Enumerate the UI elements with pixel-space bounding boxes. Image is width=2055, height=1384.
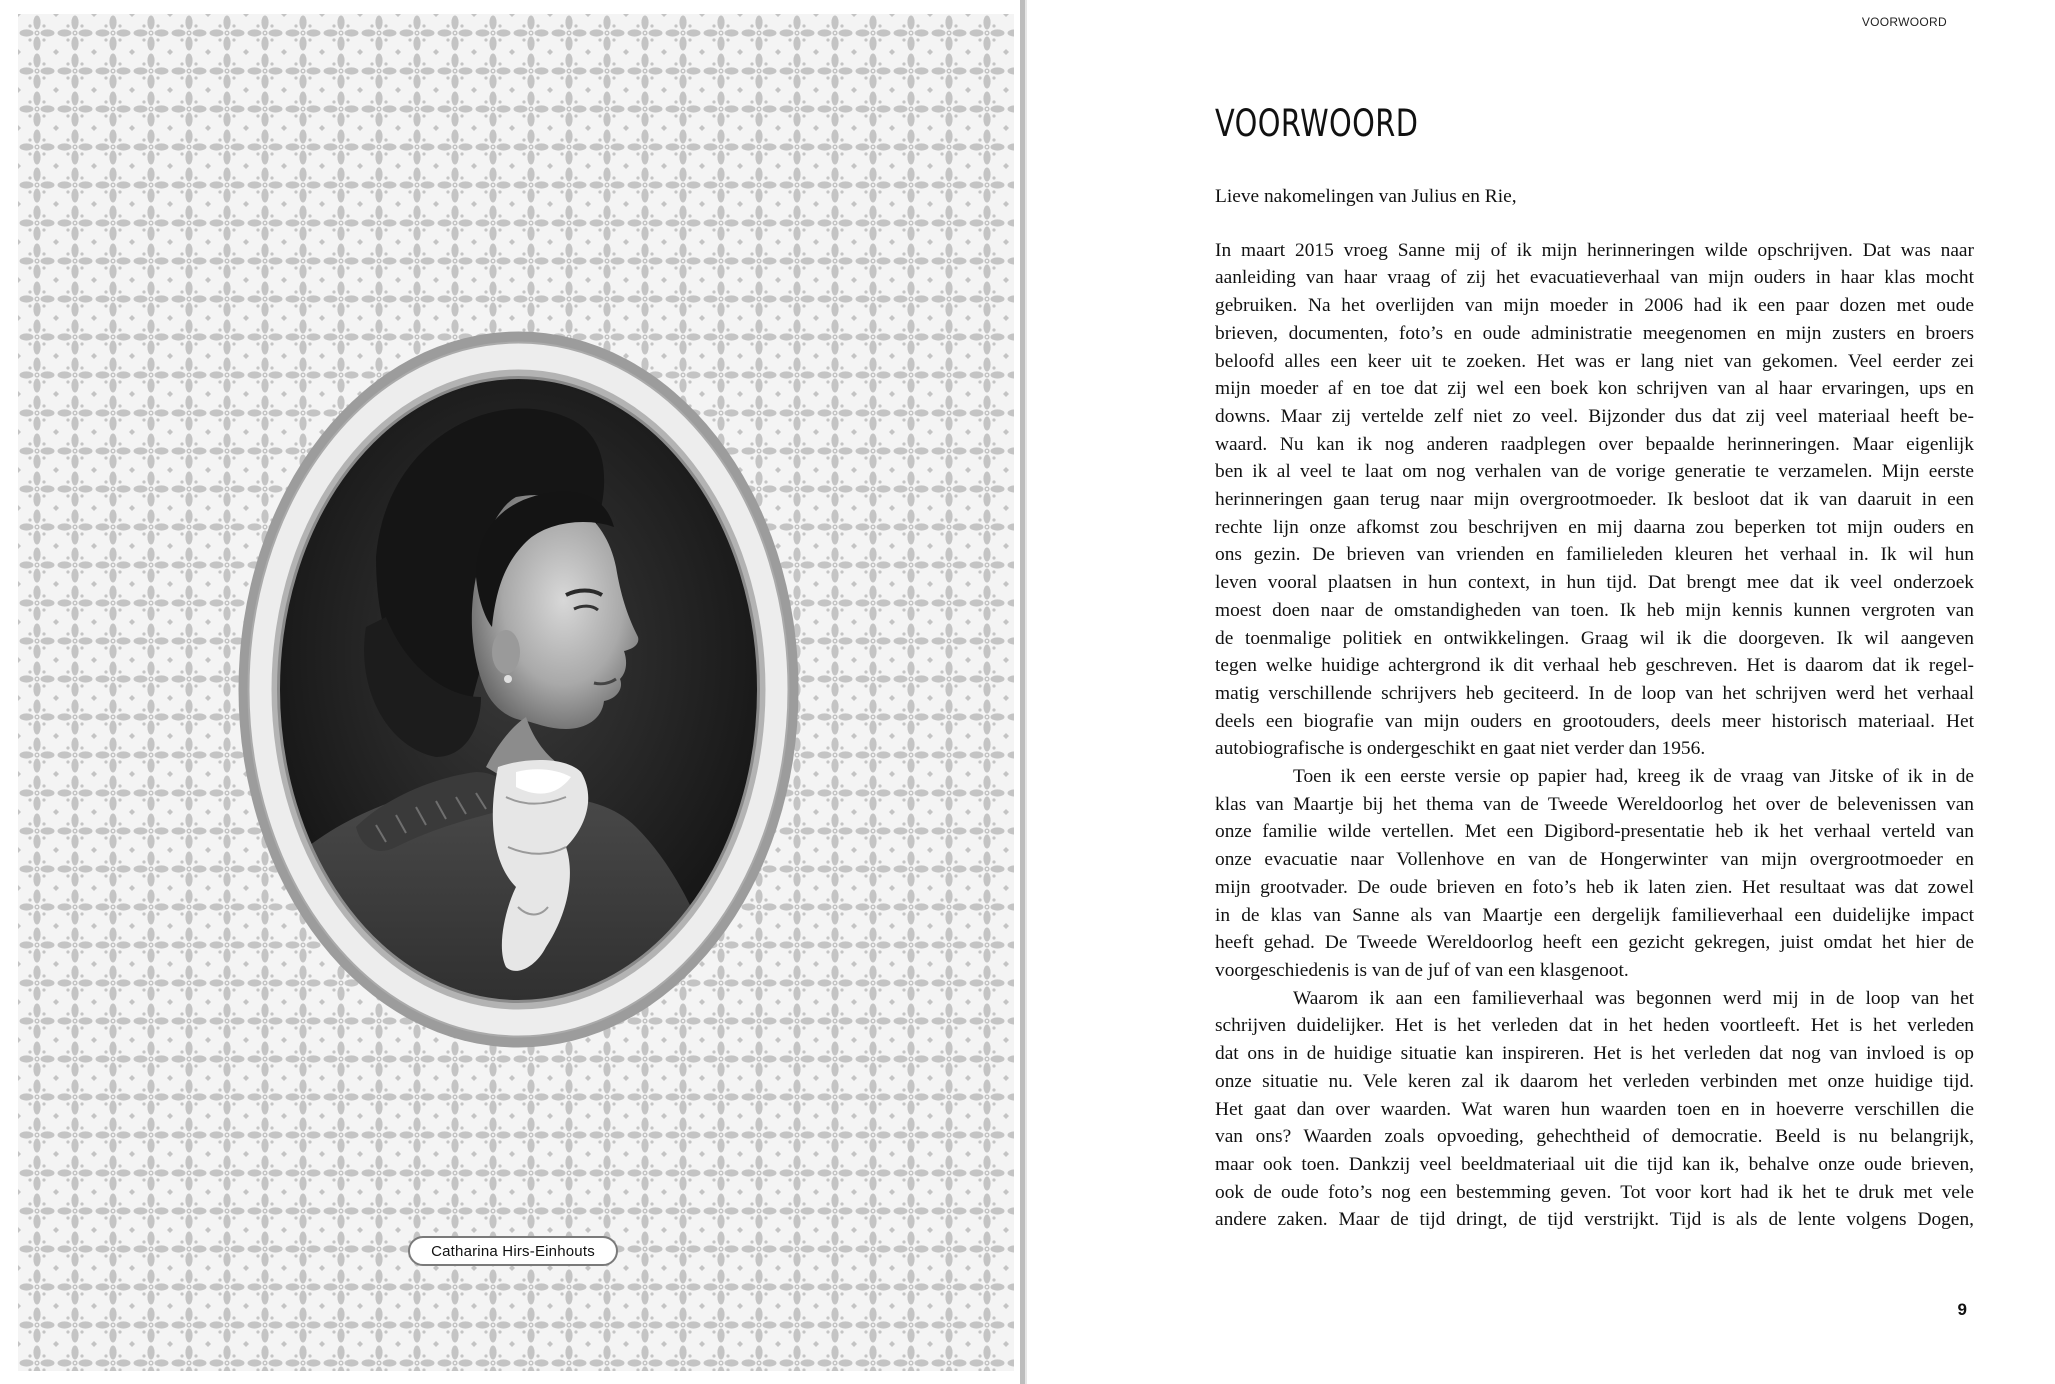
text-line: dat ons in de huidige situatie kan inspireren. Het is het verleden dat nog van invloed is op xyxy=(1215,1043,1974,1065)
text-line: tegen welke huidige achtergrond ik dit verhaal heb geschreven. Het is daarom dat ik regel- xyxy=(1215,655,1974,677)
text-line: In maart 2015 vroeg Sanne mij of ik mijn herinneringen wilde opschrijven. Dat was naar xyxy=(1215,239,1974,261)
portrait-photo xyxy=(236,327,801,1052)
text-line: mijn grootvader. De oude brieven en foto’s heb ik laten zien. Het resultaat was dat zowel xyxy=(1215,876,1974,898)
text-line: autobiografische is ondergeschikt en gaat niet verder dan 1956. xyxy=(1215,738,1706,760)
text-line: Het gaat dan over waarden. Wat waren hun waarden toen en in hoeverre verschillen die xyxy=(1215,1098,1974,1120)
text-line: onze situatie nu. Vele keren zal ik daarom het verleden verbinden met onze huidige tijd. xyxy=(1215,1070,1974,1092)
text-line: moest doen naar de omstandigheden van toen. Ik heb mijn kennis kunnen vergroten van xyxy=(1215,599,1974,621)
text-line: leven vooral plaatsen in hun context, in hun tijd. Dat brengt mee dat ik veel onderzoek xyxy=(1215,572,1974,594)
text-line: mijn moeder af en toe dat zij wel een boek kon schrijven van al haar ervaringen, ups en xyxy=(1215,378,1974,400)
text-line: in de klas van Sanne als van Maartje een dergelijk familieverhaal een duidelijke impact xyxy=(1215,904,1974,926)
paragraph-2 xyxy=(1215,763,1974,985)
text-line: matig verschillende schrijvers heb geciteerd. In de loop van het schrijven werd het verhaal xyxy=(1215,682,1974,704)
text-line: brieven, documenten, foto’s en oude administratie meegenomen en mijn zusters en broers xyxy=(1215,322,1974,344)
text-line: herinneringen gaan terug naar mijn overgrootmoeder. Ik besloot dat ik van daaruit in een xyxy=(1215,489,1974,511)
portrait-caption: Catharina Hirs-Einhouts xyxy=(408,1236,618,1266)
running-head: VOORWOORD xyxy=(1861,15,1947,29)
portrait-frame xyxy=(236,327,801,1052)
text-line: de toenmalige politiek en ontwikkelingen. Graag wil ik die doorgeven. Ik wil aangeven xyxy=(1215,627,1974,649)
text-line: Waarom ik aan een familieverhaal was begonnen werd mij in de loop van het xyxy=(1293,987,1974,1009)
text-line: gebruiken. Na het overlijden van mijn moeder in 2006 had ik een paar dozen met oude xyxy=(1215,295,1974,317)
text-line: heeft gehad. De Tweede Wereldoorlog heeft een gezicht gekregen, juist omdat het hier de xyxy=(1215,932,1974,954)
text-line: downs. Maar zij vertelde zelf niet zo veel. Bijzonder dus dat zij veel materiaal heeft be- xyxy=(1215,405,1974,427)
text-line: deels een biografie van mijn ouders en grootouders, deels meer historisch materiaal. Het xyxy=(1215,710,1974,732)
body-text xyxy=(1215,183,1974,1234)
text-line: ben ik al veel te laat om nog verhalen van de vorige generatie te verzamelen. Mijn eerste xyxy=(1215,461,1974,483)
text-line: Toen ik een eerste versie op papier had, kreeg ik de vraag van Jitske of ik in de xyxy=(1293,766,1974,788)
text-line: onze familie wilde vertellen. Met een Digibord-presentatie heb ik het verhaal verteld van xyxy=(1215,821,1974,843)
text-line: klas van Maartje bij het thema van de Tweede Wereldoorlog het over de belevenissen van xyxy=(1215,793,1974,815)
chapter-title: VOORWOORD xyxy=(1215,102,1419,145)
text-line: rechte lijn onze afkomst zou beschrijven en mij daarna zou beperken tot mijn ouders en xyxy=(1215,516,1974,538)
text-line: schrijven duidelijker. Het is het verleden dat in het heden voortleeft. Het is het verleden xyxy=(1215,1015,1974,1037)
paragraph-3 xyxy=(1215,985,1974,1234)
paragraph-1 xyxy=(1215,237,1974,763)
text-line: maar ook toen. Dankzij veel beeldmateriaal uit die tijd kan ik, behalve onze oude brieven, xyxy=(1215,1153,1974,1175)
text-line: onze evacuatie naar Vollenhove en van de Hongerwinter van mijn overgrootmoeder en xyxy=(1215,849,1974,871)
right-page xyxy=(1027,0,2055,1384)
text-line: beloofd alles een keer uit te zoeken. Het was er lang niet van gekomen. Veel eerder zei xyxy=(1215,350,1974,372)
left-page xyxy=(0,0,1020,1384)
text-line: voorgeschiedenis is van de juf of van een klasgenoot. xyxy=(1215,959,1629,981)
salutation: Lieve nakomelingen van Julius en Rie, xyxy=(1215,186,1517,207)
text-line: aanleiding van haar vraag of zij het evacuatieverhaal van mijn ouders in haar klas mocht xyxy=(1215,267,1974,289)
text-line: ons gezin. De brieven van vrienden en familieleden kleuren het verhaal in. Ik wil hun xyxy=(1215,544,1974,566)
text-line: waard. Nu kan ik nog anderen raadplegen over bepaalde herinneringen. Maar eigenlijk xyxy=(1215,433,1974,455)
page-number: 9 xyxy=(1957,1300,1967,1319)
text-line: van ons? Waarden zoals opvoeding, gehechtheid of democratie. Beeld is nu belangrijk, xyxy=(1215,1126,1974,1148)
text-line: andere zaken. Maar de tijd dringt, de tijd verstrijkt. Tijd is als de lente volgens Dogen, xyxy=(1215,1209,1974,1231)
text-line: ook de oude foto’s nog een bestemming geven. Tot voor kort had ik het te druk met vele xyxy=(1215,1181,1974,1203)
